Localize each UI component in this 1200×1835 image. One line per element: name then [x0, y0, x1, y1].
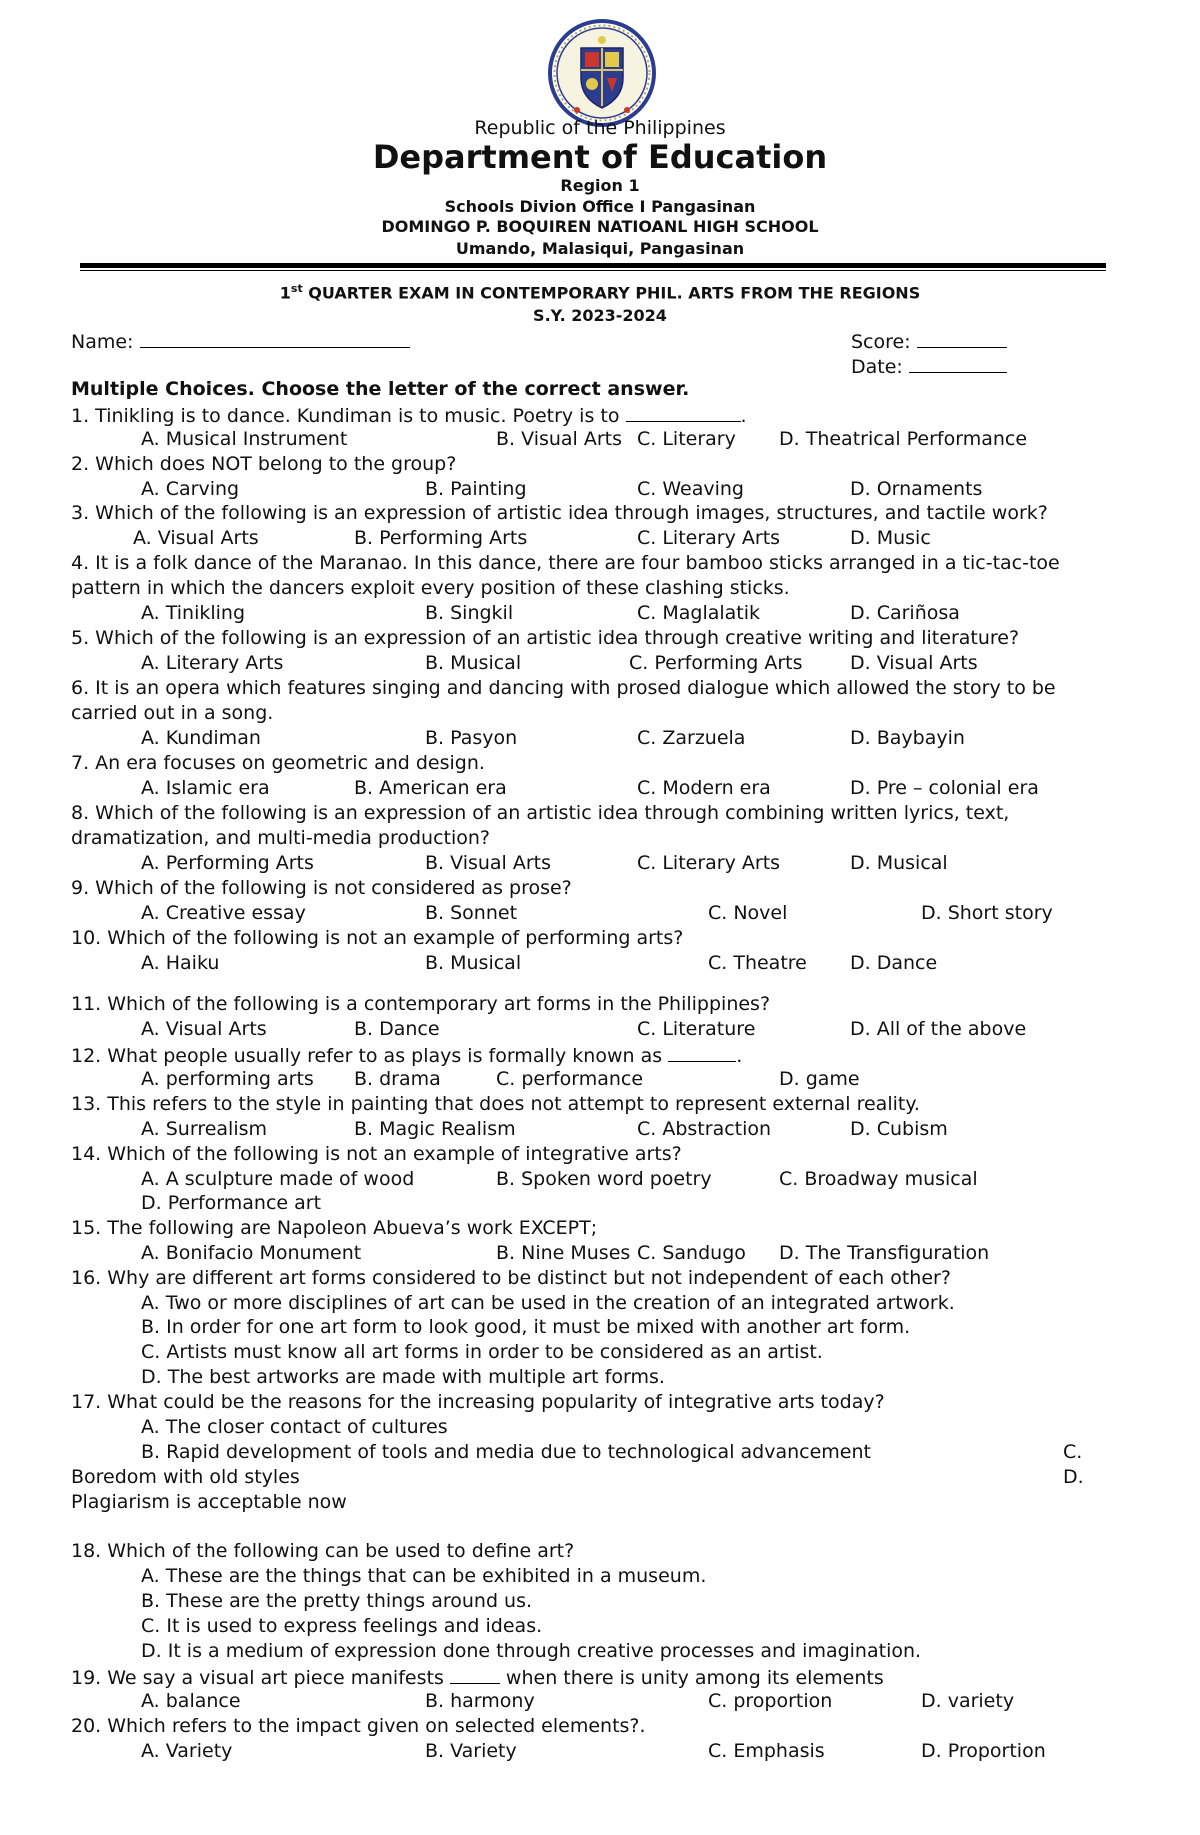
question-1: 1. Tinikling is to dance. Kundiman is to music. Poetry is to .	[71, 405, 747, 427]
date-field[interactable]: Date:	[851, 356, 1007, 377]
option[interactable]: A. Islamic era	[141, 777, 270, 799]
header-divider-thin	[80, 270, 1106, 271]
option[interactable]: B. drama	[354, 1068, 441, 1090]
option[interactable]: C. It is used to express feelings and ideas.	[141, 1615, 543, 1637]
option[interactable]: Boredom with old styles	[71, 1466, 300, 1488]
option[interactable]: B. Performing Arts	[354, 527, 528, 549]
department-title: Department of Education	[372, 138, 828, 176]
option[interactable]: A. performing arts	[141, 1068, 314, 1090]
option[interactable]: D. The Transfiguration	[779, 1242, 990, 1264]
question-6-cont: carried out in a song.	[71, 702, 274, 724]
option[interactable]: B. Musical	[425, 952, 522, 974]
option[interactable]: C. performance	[496, 1068, 644, 1090]
option[interactable]: C. Broadway musical	[779, 1168, 978, 1190]
option[interactable]: A. Variety	[141, 1740, 233, 1762]
option[interactable]: B. Magic Realism	[354, 1118, 516, 1140]
question-12: 12. What people usually refer to as plays is formally known as .	[71, 1045, 743, 1067]
option[interactable]: A. Visual Arts	[141, 1018, 267, 1040]
school-year: S.Y. 2023-2024	[533, 306, 667, 325]
republic-line: Republic of the Philippines	[474, 117, 726, 139]
option[interactable]: A. Literary Arts	[141, 652, 284, 674]
option-letter[interactable]: C.	[1063, 1441, 1083, 1463]
option[interactable]: D. Baybayin	[850, 727, 965, 749]
option[interactable]: B. American era	[354, 777, 507, 799]
division-line: Schools Divion Office I Pangasinan	[444, 197, 756, 216]
option[interactable]: D. Dance	[850, 952, 938, 974]
option[interactable]: B. Visual Arts	[496, 428, 623, 450]
option[interactable]: B. Singkil	[425, 602, 514, 624]
option[interactable]: C. proportion	[708, 1690, 833, 1712]
option[interactable]: C. Literary	[637, 428, 736, 450]
question-14: 14. Which of the following is not an example of integrative arts?	[71, 1143, 682, 1165]
option-letter[interactable]: D.	[1063, 1466, 1084, 1488]
option[interactable]: B. Visual Arts	[425, 852, 552, 874]
option[interactable]: B. Nine Muses	[496, 1242, 631, 1264]
question-9: 9. Which of the following is not considered as prose?	[71, 877, 572, 899]
question-3: 3. Which of the following is an expression of artistic idea through images, structures, and tactile work?	[71, 502, 1048, 524]
question-20: 20. Which refers to the impact given on selected elements?.	[71, 1715, 646, 1737]
option[interactable]: A. Visual Arts	[133, 527, 259, 549]
option[interactable]: B. These are the pretty things around us.	[141, 1590, 533, 1612]
option[interactable]: Plagiarism is acceptable now	[71, 1491, 347, 1513]
option[interactable]: A. Kundiman	[141, 727, 261, 749]
option[interactable]: B. harmony	[425, 1690, 535, 1712]
option[interactable]: B. Spoken word poetry	[496, 1168, 712, 1190]
option[interactable]: D. Cubism	[850, 1118, 948, 1140]
option[interactable]: C. Theatre	[708, 952, 807, 974]
option[interactable]: B. Pasyon	[425, 727, 518, 749]
option[interactable]: C. Zarzuela	[637, 727, 746, 749]
option[interactable]: C. Performing Arts	[629, 652, 803, 674]
option[interactable]: C. Weaving	[637, 478, 744, 500]
question-17: 17. What could be the reasons for the increasing popularity of integrative arts today?	[71, 1391, 885, 1413]
option[interactable]: C. Maglalatik	[637, 602, 761, 624]
option[interactable]: D. The best artworks are made with multiple art forms.	[141, 1366, 665, 1388]
option[interactable]: D. It is a medium of expression done through creative processes and imagination.	[141, 1640, 922, 1662]
option[interactable]: B. Variety	[425, 1740, 517, 1762]
header-divider	[80, 263, 1106, 268]
option[interactable]: A. balance	[141, 1690, 241, 1712]
option[interactable]: C. Modern era	[637, 777, 771, 799]
option[interactable]: D. Musical	[850, 852, 948, 874]
option[interactable]: D. Cariñosa	[850, 602, 960, 624]
option[interactable]: D. Proportion	[921, 1740, 1046, 1762]
option[interactable]: D. Visual Arts	[850, 652, 978, 674]
option[interactable]: C. Literary Arts	[637, 527, 781, 549]
option[interactable]: A. These are the things that can be exhibited in a museum.	[141, 1565, 707, 1587]
option[interactable]: D. Music	[850, 527, 931, 549]
score-field[interactable]: Score:	[851, 331, 1007, 352]
option[interactable]: C. Emphasis	[708, 1740, 825, 1762]
option[interactable]: C. Novel	[708, 902, 788, 924]
option[interactable]: C. Literature	[637, 1018, 756, 1040]
option[interactable]: B. Painting	[425, 478, 527, 500]
option[interactable]: A. A sculpture made of wood	[141, 1168, 415, 1190]
option[interactable]: A. Two or more disciplines of art can be used in the creation of an integrated artwork.	[141, 1292, 955, 1314]
option[interactable]: C. Artists must know all art forms in order to be considered as an artist.	[141, 1341, 823, 1363]
deped-seal-icon	[547, 18, 657, 128]
question-5: 5. Which of the following is an expression of an artistic idea through creative writing and literature?	[71, 627, 1020, 649]
option[interactable]: B. Sonnet	[425, 902, 518, 924]
option[interactable]: D. Pre – colonial era	[850, 777, 1039, 799]
option[interactable]: D. All of the above	[850, 1018, 1027, 1040]
option[interactable]: D. Performance art	[141, 1192, 322, 1214]
option[interactable]: A. Haiku	[141, 952, 220, 974]
question-18: 18. Which of the following can be used to define art?	[71, 1540, 575, 1562]
option[interactable]: D. Short story	[921, 902, 1053, 924]
option[interactable]: D. Ornaments	[850, 478, 983, 500]
option[interactable]: C. Literary Arts	[637, 852, 781, 874]
question-7: 7. An era focuses on geometric and design.	[71, 752, 485, 774]
school-address: Umando, Malasiqui, Pangasinan	[455, 239, 745, 258]
question-4: 4. It is a folk dance of the Maranao. In this dance, there are four bamboo sticks arranged in a tic-tac-toe	[71, 552, 1060, 574]
option[interactable]: A. Musical Instrument	[141, 428, 348, 450]
question-6: 6. It is an opera which features singing and dancing with prosed dialogue which allowed the story to be	[71, 677, 1056, 699]
question-8-cont: dramatization, and multi-media production?	[71, 827, 491, 849]
option[interactable]: A. Creative essay	[141, 902, 306, 924]
school-name: DOMINGO P. BOQUIREN NATIOANL HIGH SCHOOL	[381, 217, 819, 236]
option[interactable]: C. Abstraction	[637, 1118, 772, 1140]
option[interactable]: D. variety	[921, 1690, 1015, 1712]
question-10: 10. Which of the following is not an example of performing arts?	[71, 927, 684, 949]
option[interactable]: A. Carving	[141, 478, 240, 500]
option[interactable]: A. Performing Arts	[141, 852, 314, 874]
region-line: Region 1	[560, 176, 640, 195]
question-15: 15. The following are Napoleon Abueva’s work EXCEPT;	[71, 1217, 598, 1239]
option[interactable]: A. The closer contact of cultures	[141, 1416, 448, 1438]
question-16: 16. Why are different art forms considered to be distinct but not independent of each other?	[71, 1267, 951, 1289]
question-13: 13. This refers to the style in painting that does not attempt to represent external reality.	[71, 1093, 920, 1115]
question-2: 2. Which does NOT belong to the group?	[71, 453, 457, 475]
instructions: Multiple Choices. Choose the letter of the correct answer.	[71, 378, 690, 400]
option[interactable]: A. Bonifacio Monument	[141, 1242, 362, 1264]
option[interactable]: B. Rapid development of tools and media due to technological advancement	[141, 1441, 871, 1463]
name-field[interactable]: Name:	[71, 331, 410, 352]
option[interactable]: A. Surrealism	[141, 1118, 268, 1140]
exam-title: 1st QUARTER EXAM IN CONTEMPORARY PHIL. ARTS FROM THE REGIONS	[279, 282, 921, 303]
option[interactable]: B. Dance	[354, 1018, 440, 1040]
option[interactable]: A. Tinikling	[141, 602, 246, 624]
option[interactable]: D. game	[779, 1068, 860, 1090]
question-11: 11. Which of the following is a contemporary art forms in the Philippines?	[71, 993, 771, 1015]
option[interactable]: B. In order for one art form to look good, it must be mixed with another art form.	[141, 1316, 911, 1338]
question-19: 19. We say a visual art piece manifests when there is unity among its elements	[71, 1667, 884, 1689]
option[interactable]: B. Musical	[425, 652, 522, 674]
question-4-cont: pattern in which the dancers exploit every position of these clashing sticks.	[71, 577, 790, 599]
option[interactable]: D. Theatrical Performance	[779, 428, 1028, 450]
option[interactable]: C. Sandugo	[637, 1242, 746, 1264]
question-8: 8. Which of the following is an expression of an artistic idea through combining written lyrics, text,	[71, 802, 1010, 824]
